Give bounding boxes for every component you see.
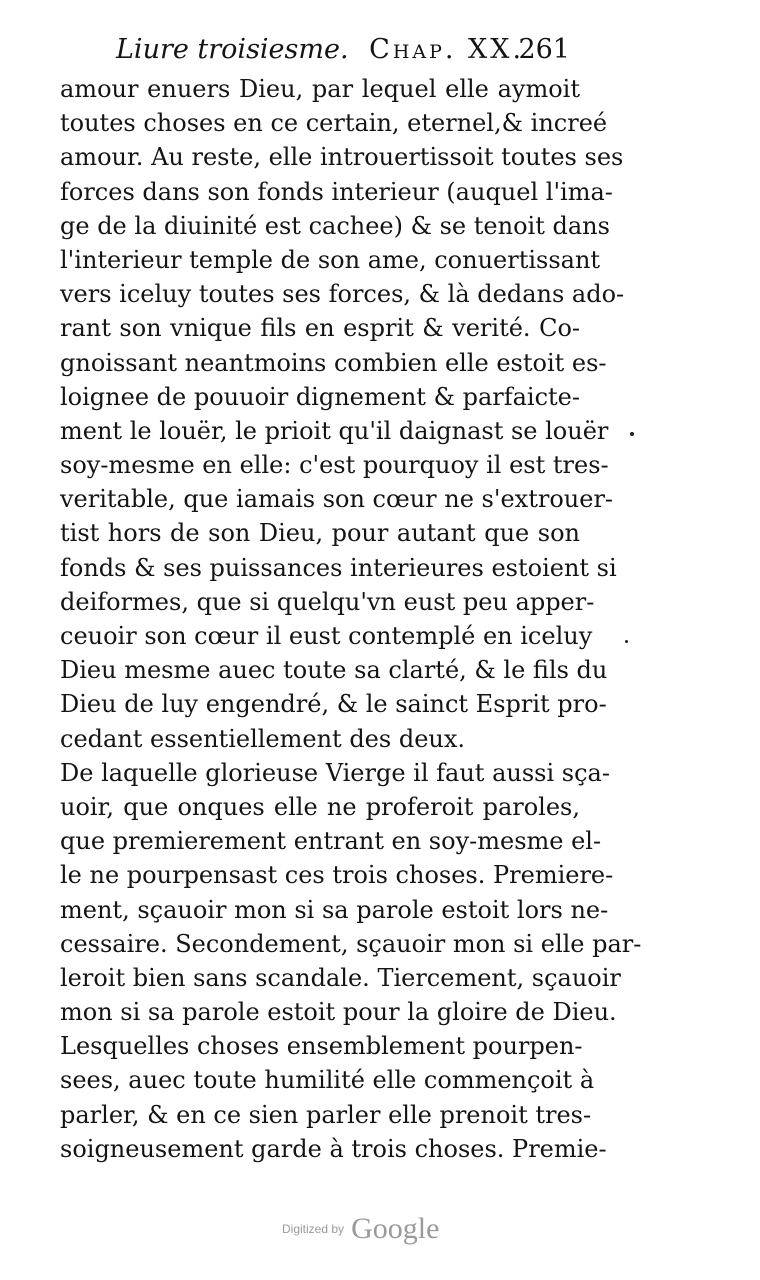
chapter-heading: Chap. XX. <box>369 34 525 65</box>
body-text <box>60 72 642 1166</box>
text-line: l'interieur temple de son ame, conuertissant <box>60 245 601 274</box>
text-line: Lesquelles choses ensemblement pourpen- <box>60 1032 583 1061</box>
text-line: soy-mesme en elle: c'est pourquoy il est tres- <box>60 451 609 480</box>
scan-speck <box>625 640 628 643</box>
text-line: le ne pourpensast ces trois choses. Premiere- <box>60 861 614 890</box>
text-line-paragraph-start: De laquelle glorieuse Vierge il faut aussi sça- <box>60 758 610 787</box>
text-line: leroit bien sans scandale. Tiercement, sçauoir <box>60 963 621 992</box>
text-line: gnoissant neantmoins combien elle estoit es- <box>60 348 607 377</box>
page-number: 261 <box>518 34 570 65</box>
text-line: Dieu mesme auec toute sa clarté, & le fils du <box>60 656 608 685</box>
text-line: loignee de pouuoir dignement & parfaicte- <box>60 382 580 411</box>
text-line: ceuoir son cœur il eust contemplé en iceluy <box>60 622 593 650</box>
text-line: que premierement entrant en soy-mesme el- <box>60 827 602 856</box>
google-logo: Google <box>351 1212 440 1245</box>
page-header <box>116 30 576 70</box>
text-line: amour. Au reste, elle introuertissoit toutes ses <box>60 143 624 172</box>
text-line: amour enuers Dieu, par lequel elle aymoit <box>60 75 580 103</box>
text-line-paragraph-end: cedant essentiellement des deux. <box>60 724 466 753</box>
text-line: soigneusement garde à trois choses. Premie- <box>60 1134 607 1163</box>
text-line: fonds & ses puissances interieures estoient si <box>60 553 617 582</box>
text-line: vers iceluy toutes ses forces, & là dedans ado- <box>60 280 625 309</box>
scan-speck <box>630 432 634 436</box>
text-line: toutes choses en ce certain, eternel,& increé <box>60 109 608 138</box>
text-line: sees, auec toute humilité elle commençoit à <box>60 1066 595 1095</box>
text-line: ment, sçauoir mon si sa parole estoit lors ne- <box>60 895 609 924</box>
text-line: ge de la diuinité est cachee) & se tenoit dans <box>60 211 610 240</box>
running-title: Liure troisiesme. <box>116 34 349 65</box>
text-line: deiformes, que si quelqu'vn eust peu apper- <box>60 587 595 616</box>
text-line: mon si sa parole estoit pour la gloire de Dieu. <box>60 998 617 1027</box>
text-line: Dieu de luy engendré, & le sainct Esprit pro- <box>60 690 607 719</box>
digitized-by-label: Digitized by <box>282 1222 345 1236</box>
text-line: rant son vnique fils en esprit & verité. Co- <box>60 314 580 343</box>
text-line: tist hors de son Dieu, pour autant que son <box>60 519 580 548</box>
text-line: veritable, que iamais son cœur ne s'extrouer- <box>60 485 614 514</box>
text-line: parler, & en ce sien parler elle prenoit tres- <box>60 1100 592 1129</box>
text-line: forces dans son fonds interieur (auquel l'ima- <box>60 177 613 206</box>
text-line: uoir, que onques elle ne proferoit paroles, <box>60 792 580 821</box>
text-line: cessaire. Secondement, sçauoir mon si elle par- <box>60 929 642 958</box>
digitization-watermark <box>282 1212 439 1252</box>
text-line: ment le louër, le prioit qu'il daignast se louër <box>60 416 609 445</box>
